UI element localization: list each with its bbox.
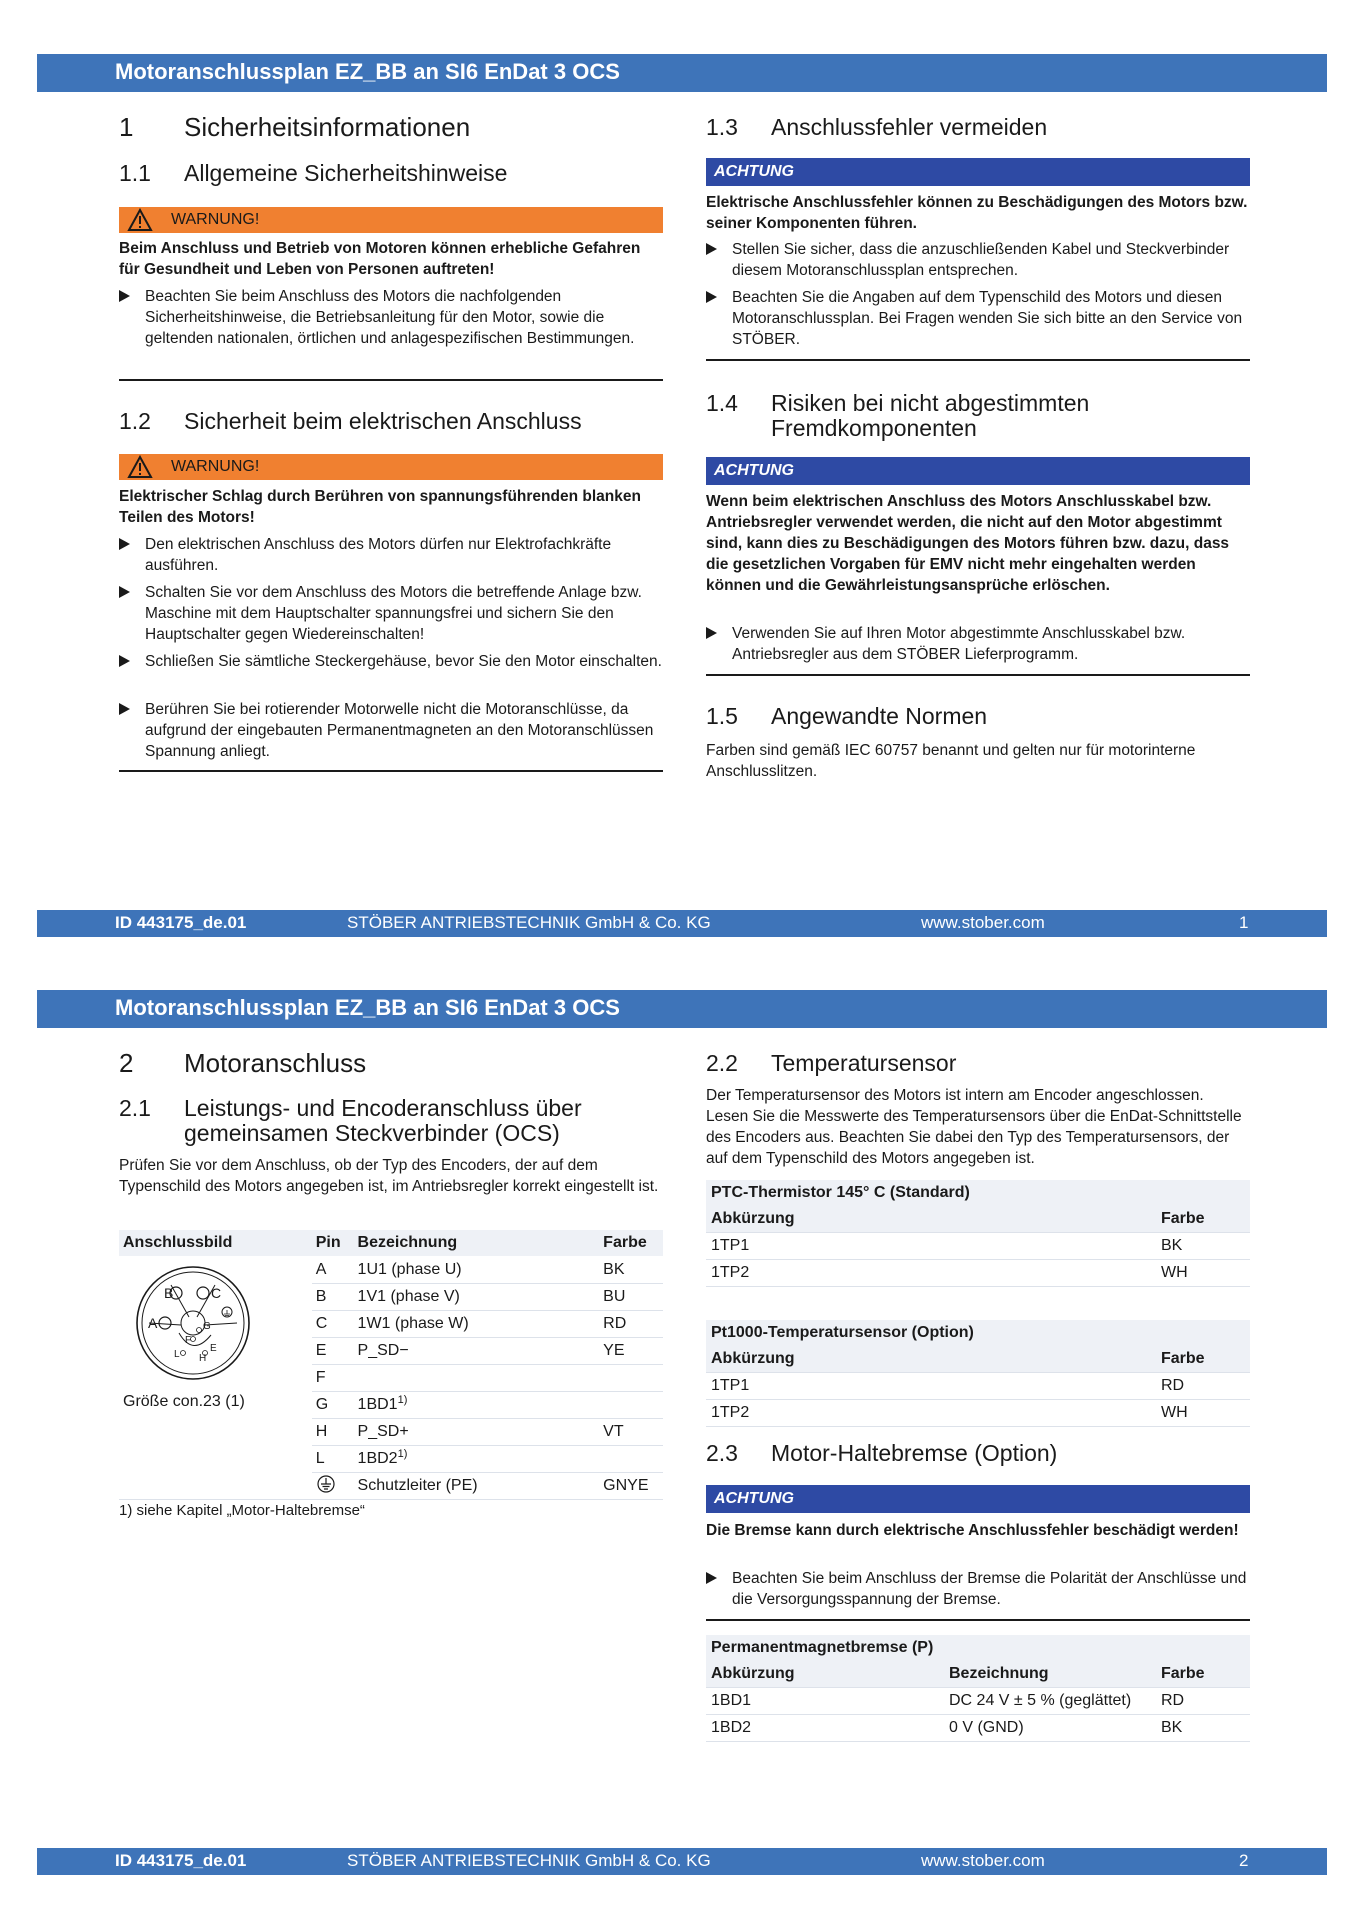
table-row: B C A F G E L H Größe con.23 (1) A 1U1 (phase U) BK [119, 1257, 663, 1284]
notice-text: Die Bremse kann durch elektrische Anschlussfehler beschädigt werden! [706, 1522, 1239, 1539]
pin-label: E [210, 1343, 217, 1354]
table-row: C 1W1 (phase W) RD [119, 1311, 663, 1338]
warning-icon [127, 455, 153, 479]
bullet-arrow-icon [119, 655, 130, 667]
header-title: Motoranschlussplan EZ_BB an SI6 EnDat 3 OCS [115, 59, 620, 84]
website-link[interactable]: www.stober.com [921, 913, 1045, 932]
norms-text: Farben sind gemäß IEC 60757 benannt und gelten nur für motorinterne Anschlusslitzen. [706, 742, 1196, 780]
table-row: 1BD1 DC 24 V ± 5 % (geglättet) RD [706, 1688, 1250, 1715]
pin-label: A [148, 1315, 158, 1331]
pin-label: C [211, 1285, 222, 1301]
header-title: Motoranschlussplan EZ_BB an SI6 EnDat 3 OCS [115, 995, 620, 1020]
connector-size-label: Größe con.23 (1) [123, 1393, 245, 1410]
page-header [37, 54, 1327, 92]
divider [706, 1619, 1250, 1621]
pin-label: H [199, 1353, 207, 1364]
connection-table [119, 1230, 663, 1500]
bullet-arrow-icon [706, 291, 717, 303]
warning-icon [127, 208, 153, 232]
table-header-row: Anschlussbild Pin Bezeichnung Farbe [119, 1230, 663, 1257]
page-number: 1 [1239, 913, 1249, 932]
warning-banner: WARNUNG! [119, 454, 663, 480]
table-row: B 1V1 (phase V) BU [119, 1284, 663, 1311]
ptc-thermistor-table: PTC-Thermistor 145° C (Standard) Abkürzung Farbe 1TP1 BK 1TP2 WH [706, 1180, 1250, 1287]
table-row: 1TP1 RD [706, 1373, 1250, 1400]
notice-banner: ACHTUNG [706, 457, 1250, 485]
bullet-arrow-icon [706, 243, 717, 255]
warning-banner: WARNUNG! [119, 207, 663, 233]
footnote-marker: 1) [397, 1394, 408, 1406]
table-row: F [119, 1365, 663, 1392]
pt1000-sensor-table: Pt1000-Temperatursensor (Option) Abkürzung Farbe 1TP1 RD 1TP2 WH [706, 1320, 1250, 1427]
connector-diagram-cell [119, 1257, 312, 1500]
divider [706, 674, 1250, 676]
encoder-check-text: Prüfen Sie vor dem Anschluss, ob der Typ des Encoders, der auf dem Typenschild des Motors angegeben ist, im Antriebsregler korrekt eingestellt ist. [119, 1157, 659, 1195]
temperature-sensor-text: Der Temperatursensor des Motors ist intern am Encoder angeschlossen. Lesen Sie die Messwerte des Temperatursensors über die EnDat-Schnittstelle des Encoders aus. Beachten Sie dabei den Typ des Temperatursensors, der auf dem Typenschild des Motors angegeben ist. [706, 1087, 1242, 1167]
page-footer: ID 443175_de.01 STÖBER ANTRIEBSTECHNIK GmbH & Co. KG www.stober.com 2 [37, 1848, 1327, 1875]
page-number: 2 [1239, 1851, 1249, 1870]
notice-banner: ACHTUNG [706, 158, 1250, 186]
warning-text: Beim Anschluss und Betrieb von Motoren können erhebliche Gefahren für Gesundheit und Leben von Personen auftreten! [119, 240, 641, 278]
table-row: G 1BD1$^{1)}$ [119, 1392, 663, 1419]
table-row: L 1BD2$^{1)}$ [119, 1446, 663, 1473]
footnote-marker: 1) [397, 1448, 408, 1460]
pin-label: L [174, 1349, 180, 1360]
website-link[interactable]: www.stober.com [921, 1851, 1045, 1870]
page-2: Motoranschlussplan EZ_BB an SI6 EnDat 3 OCS 2 Motoranschluss 2.1 Leistungs- und Encoderanschluss über gemeinsamen Steckverbinder (OCS) Prüfen Sie vor dem Anschluss, ob der Typ des Encoders, der auf dem Typenschild des Motors angegeben ist, im Antriebsregler korrekt eingestellt ist. Anschlussbild Pin Bezeichnung Farbe B C A F G E L H Größe con.23 (1) A 1U1 (phase U) BK B 1V1 (phase V) BU C 1W1 (phase W) RD E P_SD− YE F G 1BD1$^{1)}$ H P_SD+ VT L 1BD2$^{1)}$ Schutzleiter (PE) GNYE 1) siehe Kapitel „Motor-Haltebremse“ 2.2 Temperatursensor Der Temperatursensor des Motors ist intern am Encoder angeschlossen. Lesen Sie die Messwerte des Temperatursensors über die EnDat-Schnittstelle des Encoders aus. Beachten Sie dabei den Typ des Temperatursensors, der auf dem Typenschild des Motors angegeben ist. PTC-Thermistor 145° C (Standard) Abkürzung Farbe 1TP1 BK 1TP2 WH Pt1000-Temperatursensor (Option) Abkürzung Farbe 1TP1 RD 1TP2 WH 2.3 Motor-Haltebremse (Option) ACHTUNG Die Bremse kann durch elektrische Anschlussfehler beschädigt werden! Beachten Sie beim Anschluss der Bremse die Polarität der Anschlüsse und die Versorgungsspannung der Bremse. Permanentmagnetbremse (P) Abkürzung Bezeichnung Farbe 1BD1 DC 24 V ± 5 % (geglättet) RD 1BD2 0 V (GND) BK ID 443175_de.01 STÖBER ANTRIEBSTECHNIK GmbH & Co. KG www.stober.com 2 [0, 935, 1357, 1870]
page-header [37, 990, 1327, 1028]
page-footer: ID 443175_de.01 STÖBER ANTRIEBSTECHNIK GmbH & Co. KG www.stober.com 1 [37, 910, 1327, 937]
pin-label: G [203, 1321, 211, 1332]
pin-label: F [185, 1335, 192, 1346]
bullet-arrow-icon [119, 703, 130, 715]
table-row: 1BD2 0 V (GND) BK [706, 1715, 1250, 1742]
table-row: 1TP2 WH [706, 1260, 1250, 1287]
footnote: 1) siehe Kapitel „Motor-Haltebremse“ [119, 1502, 365, 1519]
table-row: 1TP1 BK [706, 1233, 1250, 1260]
table-row: E P_SD− YE [119, 1338, 663, 1365]
bullet-arrow-icon [119, 586, 130, 598]
page-1: Motoranschlussplan EZ_BB an SI6 EnDat 3 OCS 1 Sicherheitsinformationen 1.1 Allgemeine Sicherheitshinweise WARNUNG! Beim Anschluss und Betrieb von Motoren können erhebliche Gefahren für Gesundheit und Leben von Personen auftreten! Beachten Sie beim Anschluss des Motors die nachfolgenden Sicherheitshinweise, die Betriebsanleitung für den Motor, sowie die geltenden nationalen, örtlichen und anlagespezifischen Bestimmungen. 1.2 Sicherheit beim elektrischen Anschluss WARNUNG! Elektrischer Schlag durch Berühren von spannungsführenden blanken Teilen des Motors! Den elektrischen Anschluss des Motors dürfen nur Elektrofachkräfte ausführen. Schalten Sie vor dem Anschluss des Motors die betreffende Anlage bzw. Maschine mit dem Hauptschalter spannungsfrei und sichern Sie den Hauptschalter gegen Wiedereinschalten! Schließen Sie sämtliche Steckergehäuse, bevor Sie den Motor einschalten. Berühren Sie bei rotierender Motorwelle nicht die Motoranschlüsse, da aufgrund der eingebauten Permanentmagneten an den Motoranschlüssen Spannung anliegt. 1.3 Anschlussfehler vermeiden ACHTUNG Elektrische Anschlussfehler können zu Beschädigungen des Motors bzw. seiner Komponenten führen. Stellen Sie sicher, dass die anzuschließenden Kabel und Steckverbinder diesem Motoranschlussplan entsprechen. Beachten Sie die Angaben auf dem Typenschild des Motors und diesen Motoranschlussplan. Bei Fragen wenden Sie sich bitte an den Service von STÖBER. 1.4 Risiken bei nicht abgestimmten Fremdkomponenten ACHTUNG Wenn beim elektrischen Anschluss des Motors Anschlusskabel bzw. Antriebsregler verwendet werden, die nicht auf den Motor abgestimmt sind, kann dies zu Beschädigungen des Motors führen bzw. dazu, dass die gesetzlichen Vorgaben für EMV nicht mehr eingehalten werden können und die Gewährleistungsansprüche erlöschen. Verwenden Sie auf Ihren Motor abgestimmte Anschlusskabel bzw. Antriebsregler aus dem STÖBER Lieferprogramm. 1.5 Angewandte Normen Farben sind gemäß IEC 60757 benannt und gelten nur für motorinterne Anschlusslitzen. ID 443175_de.01 STÖBER ANTRIEBSTECHNIK GmbH & Co. KG www.stober.com 1 [0, 0, 1357, 935]
divider [119, 379, 663, 381]
table-row: 1TP2 WH [706, 1400, 1250, 1427]
table-row: H P_SD+ VT [119, 1419, 663, 1446]
divider [119, 770, 663, 772]
divider [706, 359, 1250, 361]
bullet-arrow-icon [706, 627, 717, 639]
notice-banner: ACHTUNG [706, 1485, 1250, 1513]
pin-label: B [164, 1285, 174, 1301]
connector-pinout-diagram [119, 1257, 305, 1387]
brake-table: Permanentmagnetbremse (P) Abkürzung Bezeichnung Farbe 1BD1 DC 24 V ± 5 % (geglättet) RD 1BD2 0 V (GND) BK [706, 1635, 1250, 1742]
notice-text: Elektrische Anschlussfehler können zu Beschädigungen des Motors bzw. seiner Komponenten führen. [706, 194, 1248, 232]
table-row: Schutzleiter (PE) GNYE [119, 1473, 663, 1500]
bullet-arrow-icon [119, 538, 130, 550]
ground-icon [316, 1474, 336, 1494]
bullet-arrow-icon [119, 290, 130, 302]
notice-text: Wenn beim elektrischen Anschluss des Motors Anschlusskabel bzw. Antriebsregler verwendet werden, die nicht auf den Motor abgestimmt sind, kann dies zu Beschädigungen des Motors führen bzw. dazu, dass die gesetzlichen Vorgaben für EMV nicht mehr eingehalten werden können und die Gewährleistungsansprüche erlöschen. [706, 493, 1230, 594]
warning-text: Elektrischer Schlag durch Berühren von spannungsführenden blanken Teilen des Motors! [119, 488, 641, 526]
bullet-arrow-icon [706, 1572, 717, 1584]
